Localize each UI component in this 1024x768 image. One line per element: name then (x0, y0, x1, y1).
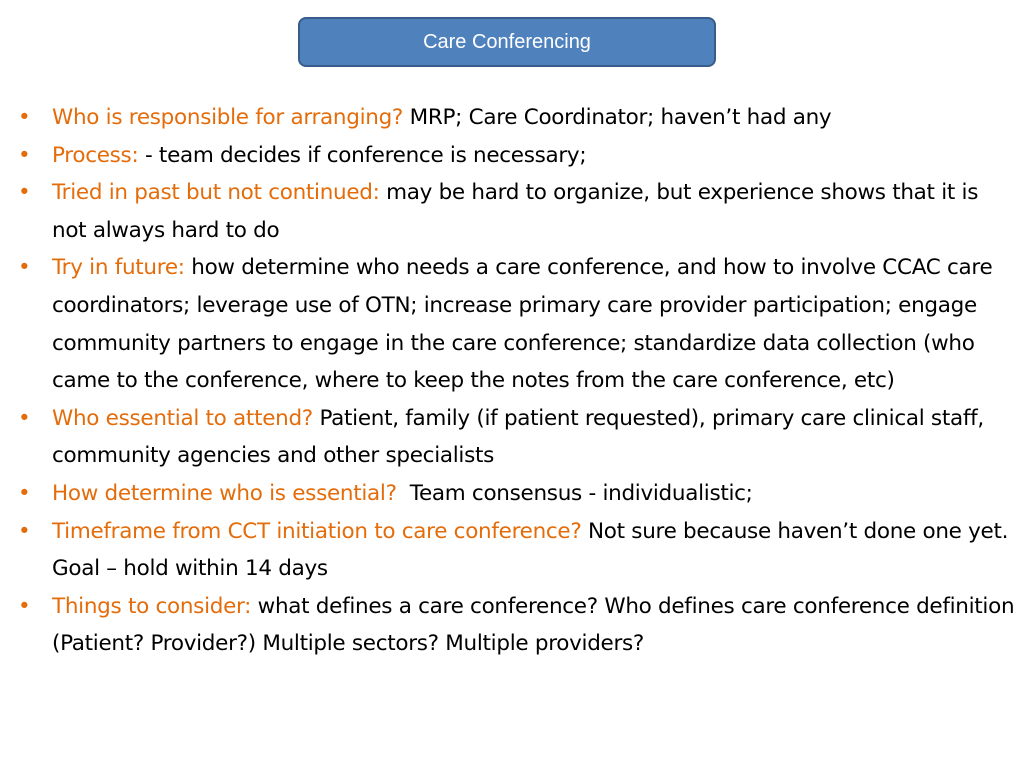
bullet-lead: Timeframe from CCT initiation to care conference? (52, 518, 582, 544)
bullet-item-arranging (18, 99, 1018, 137)
bullet-item-determine-essential (18, 475, 1018, 513)
bullet-icon: • (18, 180, 31, 206)
bullet-text: Team consensus - individualistic; (396, 480, 753, 506)
bullet-icon: • (18, 105, 31, 130)
bullet-text: may be hard to organize, but experience shows that it is not always hard to do (52, 180, 979, 243)
bullet-item-tried-in-past (18, 174, 1018, 249)
bullet-lead: Who is responsible for arranging? (52, 105, 404, 130)
bullet-lead: Process: (52, 142, 139, 168)
title-box (298, 17, 716, 67)
slide-title: Care Conferencing (423, 30, 591, 53)
bullet-lead: Who essential to attend? (52, 405, 313, 431)
bullet-item-things-to-consider (18, 588, 1018, 663)
bullet-icon: • (18, 518, 31, 544)
bullet-item-essential-attend (18, 400, 1018, 475)
bullet-lead: Things to consider: (52, 593, 252, 619)
bullet-text: what defines a care conference? Who defines care conference definition (Patient? Provider?) Multiple sectors? Multiple providers? (52, 593, 1015, 657)
bullet-icon: • (18, 480, 31, 506)
bullet-lead: Try in future: (52, 255, 185, 281)
bullet-icon: • (18, 142, 31, 168)
bullet-icon: • (18, 255, 31, 281)
bullet-lead: How determine who is essential? (52, 480, 397, 506)
bullet-lead: Tried in past but not continued: (52, 180, 380, 206)
bullet-text: MRP; Care Coordinator; haven’t had any (403, 105, 832, 130)
bullet-text: Not sure because haven’t done one yet. Goal – hold within 14 days (52, 518, 1009, 582)
bullet-item-timeframe (18, 513, 1018, 588)
bullet-item-try-in-future (18, 249, 1018, 399)
bullet-icon: • (18, 405, 31, 431)
bullet-text: how determine who needs a care conference, and how to involve CCAC care coordinators; leverage use of OTN; increase primary care provider participation; engage community partners to engage in the care conference; standardize data collection (who came to the conference, where to keep the notes from the care conference, etc) (52, 255, 993, 394)
bullet-item-process (18, 137, 1018, 175)
bullet-text: - team decides if conference is necessary; (138, 142, 587, 168)
bullet-list (18, 99, 1018, 663)
bullet-text: Patient, family (if patient requested), primary care clinical staff, community agencies and other specialists (52, 405, 984, 469)
bullet-icon: • (18, 593, 31, 619)
